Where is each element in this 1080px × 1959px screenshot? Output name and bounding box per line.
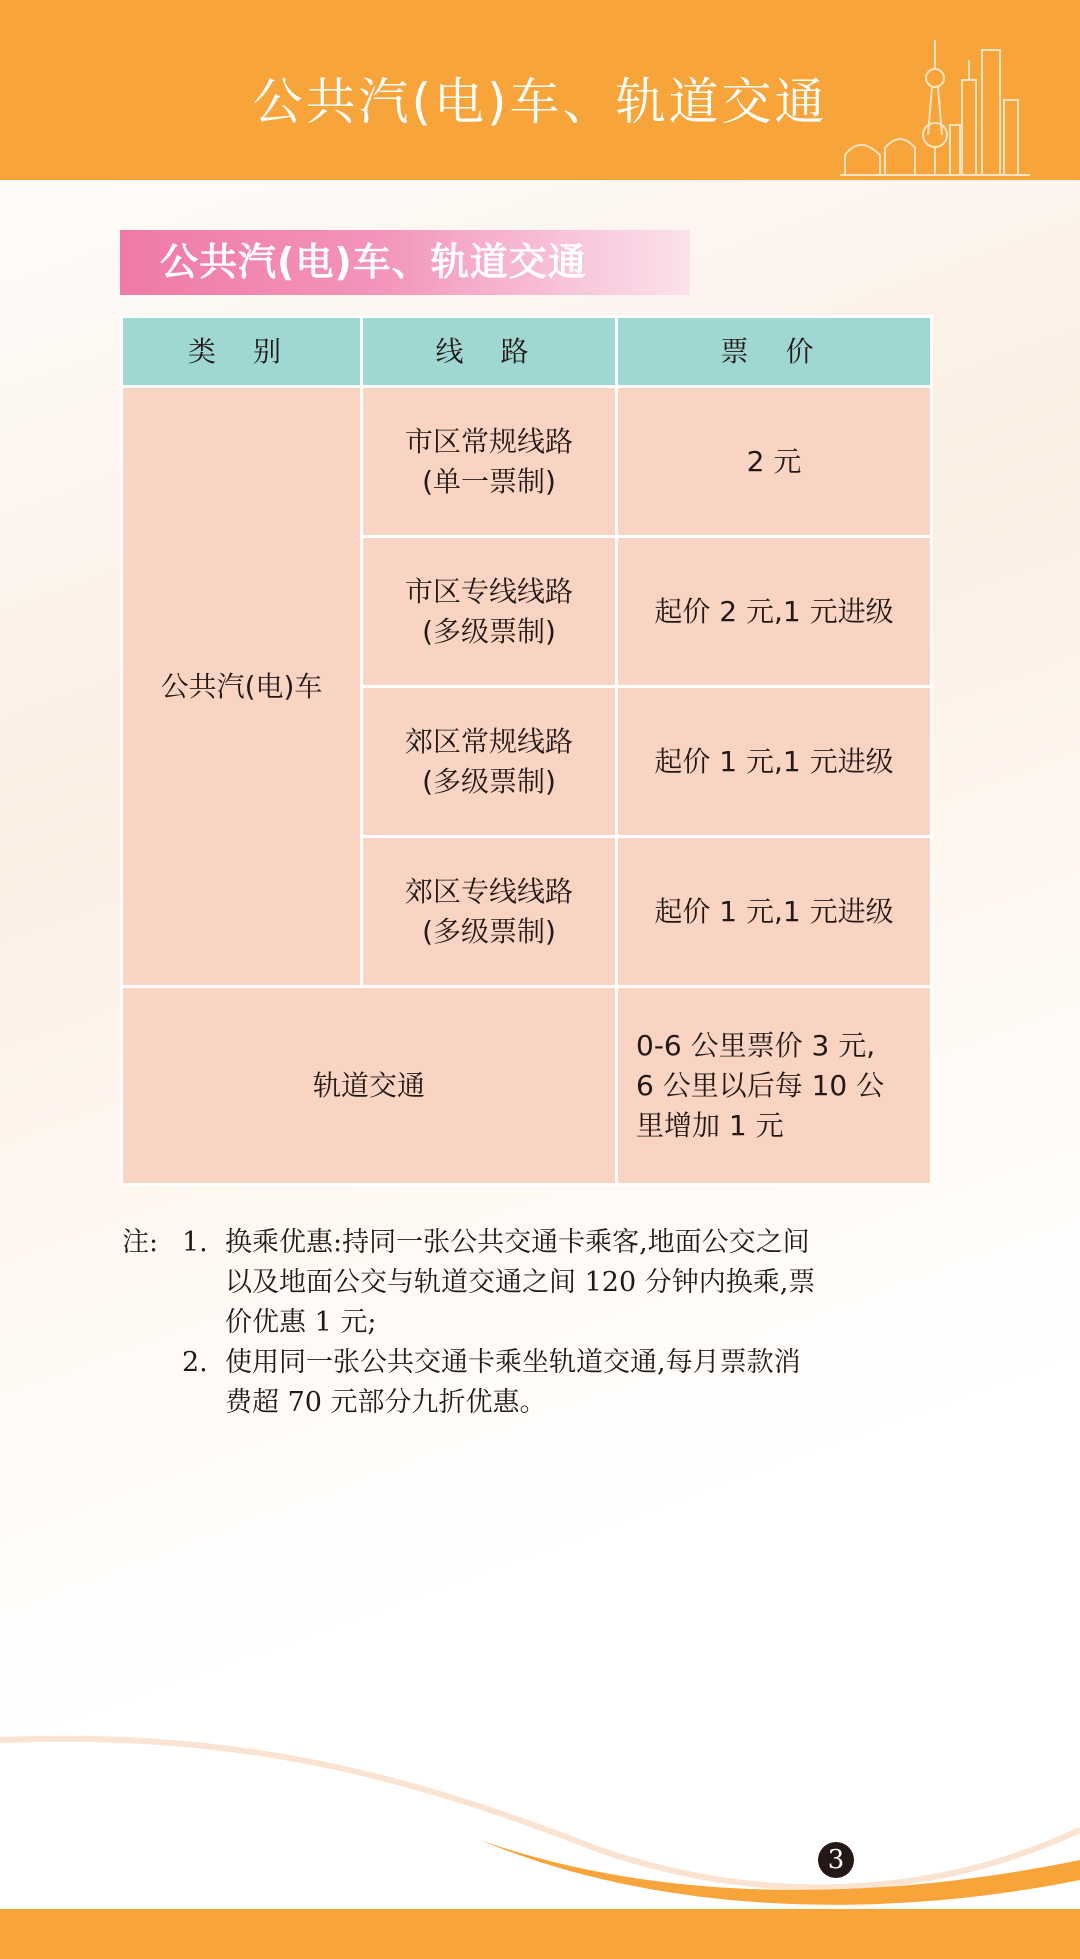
header-title: 公共汽(电)车、轨道交通	[252, 73, 828, 131]
bottom-bar	[0, 1909, 1080, 1959]
notes	[122, 1223, 942, 1423]
note-line: 换乘优惠:持同一张公共交通卡乘客,地面公交之间	[225, 1227, 810, 1258]
route-name: 市区专线线路	[404, 574, 573, 608]
table-header-row	[122, 317, 932, 387]
route-name: 郊区常规线路	[404, 724, 573, 758]
route-fare-system: (多级票制)	[422, 614, 556, 648]
section-label-text: 公共汽(电)车、轨道交通	[160, 240, 587, 284]
rail-price-line: 里增加 1 元	[636, 1108, 784, 1142]
route-name: 郊区专线线路	[404, 874, 573, 908]
decorative-waves	[0, 1720, 1080, 1920]
page-number: 3	[818, 1842, 854, 1878]
note-line: 以及地面公交与轨道交通之间 120 分钟内换乘,票	[225, 1267, 816, 1298]
rail-price-line: 6 公里以后每 10 公	[636, 1068, 885, 1102]
route-fare-system: (单一票制)	[422, 464, 556, 498]
price-cell: 起价 1 元,1 元进级	[617, 837, 932, 987]
note-number: 1.	[182, 1227, 208, 1258]
column-header-category: 类 别	[122, 317, 362, 387]
note-line: 使用同一张公共交通卡乘坐轨道交通,每月票款消	[225, 1347, 801, 1378]
route-fare-system: (多级票制)	[422, 914, 556, 948]
note-item	[122, 1343, 942, 1423]
rail-price-line: 0-6 公里票价 3 元,	[636, 1028, 876, 1062]
price-cell: 起价 1 元,1 元进级	[617, 687, 932, 837]
table-row	[122, 387, 932, 537]
bus-category-cell: 公共汽(电)车	[122, 387, 362, 987]
table-row	[122, 987, 932, 1185]
page-header	[0, 0, 1080, 180]
notes-prefix: 注:	[122, 1227, 159, 1258]
fare-table	[120, 315, 933, 1186]
route-cell	[362, 537, 617, 687]
rail-price-cell	[617, 987, 932, 1185]
column-header-price: 票 价	[617, 317, 932, 387]
price-cell: 2 元	[617, 387, 932, 537]
route-cell	[362, 837, 617, 987]
section-label	[120, 230, 690, 295]
route-cell	[362, 687, 617, 837]
note-line: 价优惠 1 元;	[225, 1307, 377, 1338]
city-skyline-icon	[840, 30, 1030, 180]
note-item	[122, 1223, 942, 1343]
rail-category-cell: 轨道交通	[122, 987, 617, 1185]
price-cell: 起价 2 元,1 元进级	[617, 537, 932, 687]
column-header-route: 线 路	[362, 317, 617, 387]
route-cell	[362, 387, 617, 537]
route-fare-system: (多级票制)	[422, 764, 556, 798]
note-line: 费超 70 元部分九折优惠。	[225, 1387, 547, 1418]
route-name: 市区常规线路	[404, 424, 573, 458]
note-number: 2.	[182, 1347, 208, 1378]
